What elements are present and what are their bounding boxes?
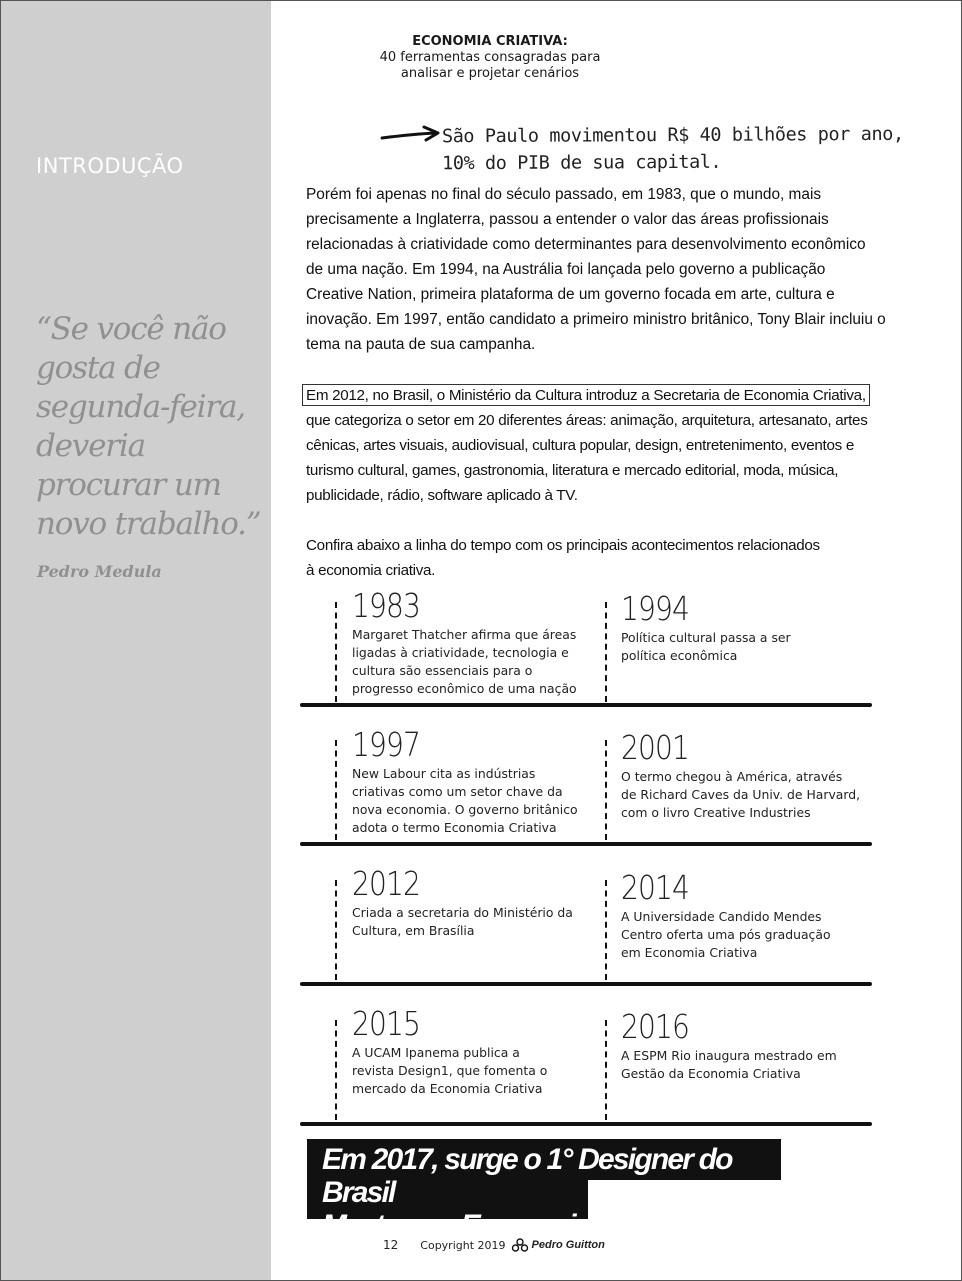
- sidebar: [1, 1, 271, 1280]
- timeline-year: 1983: [352, 586, 420, 625]
- timeline-text: A UCAM Ipanema publica a revista Design1, que fomenta o mercado da Economia Criativa: [352, 1045, 548, 1096]
- timeline-entry: [352, 866, 582, 940]
- highlighted-sentence: Em 2012, no Brasil, o Ministério da Cultura introduz a Secretaria de Economia Criativa,: [302, 384, 870, 406]
- quote-author: Pedro Medula: [37, 562, 162, 581]
- banner-line-2: Mestre em Economia.: [322, 1209, 597, 1242]
- timeline-dash: [605, 740, 607, 840]
- banner-text: [322, 1143, 792, 1242]
- timeline-text: Margaret Thatcher afirma que áreas ligadas à criatividade, tecnologia e cultura são essenciais para o progresso econômico de uma nação: [352, 627, 577, 696]
- timeline-dash: [605, 602, 607, 702]
- timeline-year: 2016: [621, 1007, 689, 1046]
- page-footer: [383, 1236, 605, 1254]
- timeline-entry: [621, 1009, 841, 1083]
- handwritten-note: São Paulo movimentou R$ 40 bilhões por ano, 10% do PIB de sua capital.: [441, 123, 904, 175]
- timeline-line: [300, 703, 872, 707]
- timeline-dash: [335, 740, 337, 840]
- timeline-dash: [335, 880, 337, 980]
- timeline-entry: [621, 591, 821, 665]
- timeline-text: Política cultural passa a ser política econômica: [621, 630, 791, 663]
- intro-paragraph-2: [306, 383, 886, 508]
- timeline-entry: [621, 730, 861, 822]
- timeline-line: [300, 842, 872, 846]
- banner-line-1: Em 2017, surge o 1° Designer do Brasil: [322, 1143, 732, 1209]
- page-number: 12: [383, 1238, 399, 1252]
- page-header: [340, 34, 640, 82]
- timeline-dash: [335, 1020, 337, 1120]
- timeline-text: Criada a secretaria do Ministério da Cultura, em Brasília: [352, 905, 573, 938]
- timeline-year: 2014: [621, 868, 689, 907]
- timeline-dash: [335, 602, 337, 702]
- timeline-year: 2001: [621, 728, 689, 767]
- timeline-year: 1997: [352, 725, 420, 764]
- intro-paragraph-3: Confira abaixo a linha do tempo com os principais acontecimentos relacionados à economia criativa.: [306, 537, 820, 579]
- timeline-text: New Labour cita as indústrias criativas como um setor chave da nova economia. O governo britânico adota o termo Economia Criativa: [352, 766, 578, 835]
- timeline-text: O termo chegou à América, através de Richard Caves da Univ. de Harvard, com o livro Creative Industries: [621, 769, 861, 820]
- timeline-text: A ESPM Rio inaugura mestrado em Gestão da Economia Criativa: [621, 1048, 837, 1081]
- timeline-entry: [352, 588, 582, 698]
- footer-author: Pedro Guitton: [531, 1239, 605, 1251]
- header-title: ECONOMIA CRIATIVA:: [412, 34, 568, 49]
- timeline-year: 2012: [352, 864, 420, 903]
- sidebar-quote: “Se você não gosta de segunda-feira, deveria procurar um novo trabalho.”: [36, 311, 261, 542]
- infinity-logo-icon: [510, 1238, 530, 1252]
- timeline-entry: [352, 1006, 562, 1098]
- timeline-year: 2015: [352, 1004, 420, 1043]
- header-subtitle: 40 ferramentas consagradas para analisar e projetar cenários: [379, 50, 601, 81]
- hand-drawn-arrow-icon: [380, 124, 444, 146]
- timeline-dash: [605, 880, 607, 980]
- timeline-dash: [605, 1020, 607, 1120]
- timeline-year: 1994: [621, 589, 689, 628]
- intro-paragraph-1: Porém foi apenas no final do século passado, em 1983, que o mundo, mais precisamente a Inglaterra, passou a entender o valor das áreas profissionais relacionadas à criatividade como determinantes para desenvolvimento econômico de uma nação. Em 1994, na Austrália foi lançada pelo governo a publicação Creative Nation, primeira plataforma de um governo focada em arte, cultura e inovação. Em 1997, então candidato a primeiro ministro britânico, Tony Blair incluiu o tema na pauta de sua campanha.: [306, 186, 886, 353]
- section-title: INTRODUÇÃO: [36, 154, 184, 178]
- intro-paragraph-2-rest: que categoriza o setor em 20 diferentes áreas: animação, arquitetura, artesanato, artes cênicas, artes visuais, audiovisual, cultura popular, design, entretenimento, eventos e turismo cultural, games, gastronomia, literatura e mercado editorial, moda, música, publicidade, rádio, software aplicado à TV.: [306, 412, 868, 504]
- timeline-entry: [621, 870, 841, 962]
- timeline-line: [300, 982, 872, 986]
- timeline-line: [300, 1122, 872, 1126]
- timeline-text: A Universidade Candido Mendes Centro oferta uma pós graduação em Economia Criativa: [621, 909, 831, 960]
- timeline-entry: [352, 727, 582, 837]
- copyright-text: Copyright 2019: [420, 1238, 506, 1252]
